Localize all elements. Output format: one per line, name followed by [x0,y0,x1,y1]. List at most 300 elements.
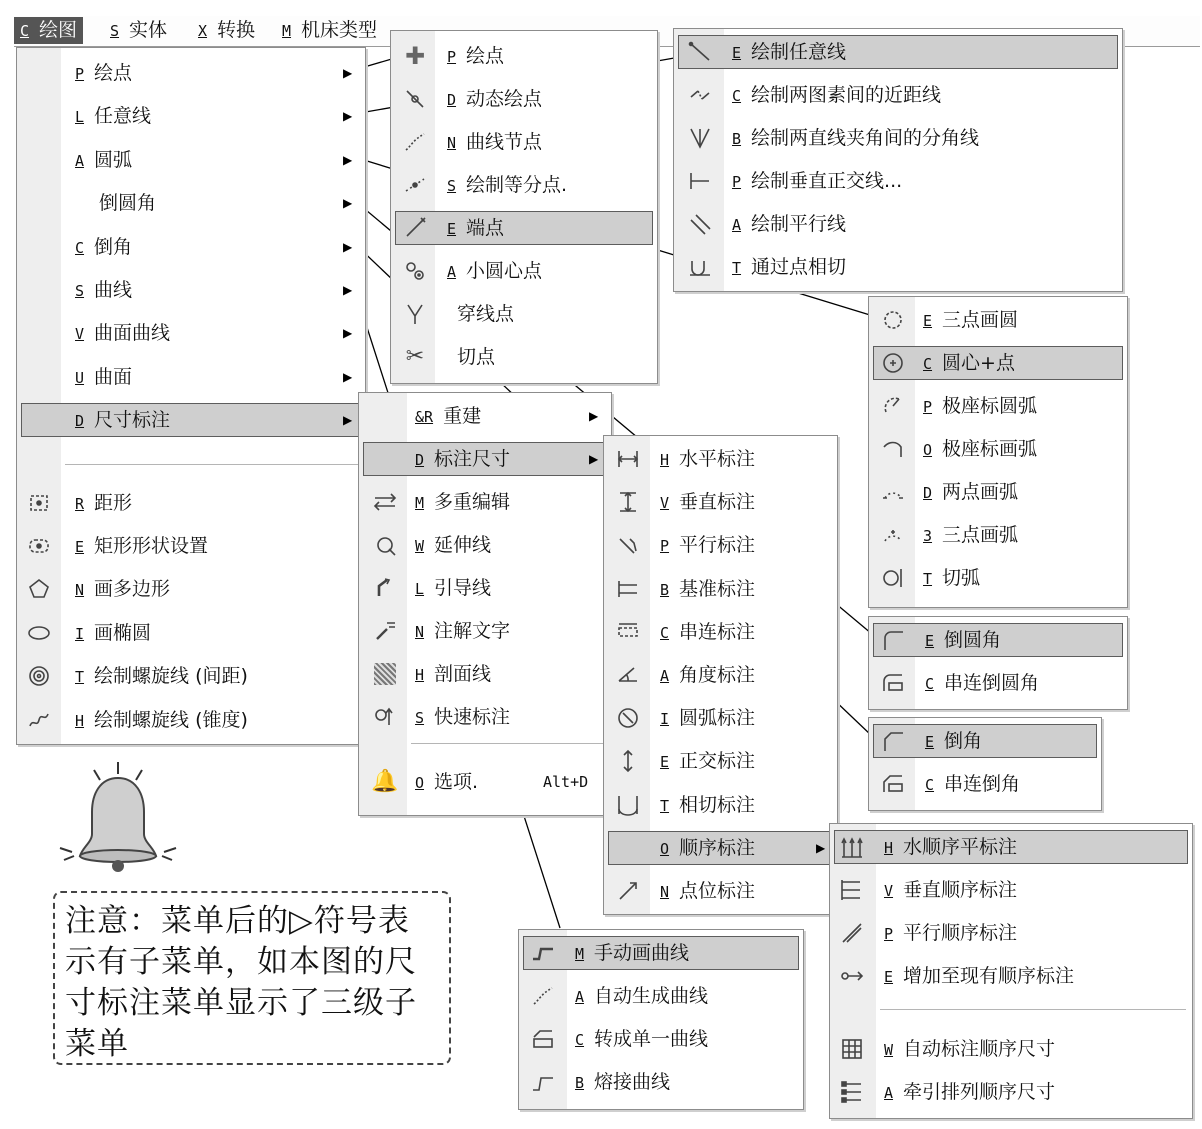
menubar-item-label: 实体 [129,19,168,41]
menu-item-text [923,301,1018,340]
menubar-item[interactable] [14,17,83,44]
menu-item-text [75,401,170,440]
menu-item-label: 两点画弧 [942,481,1019,503]
menu-item-text [884,1073,1055,1112]
menu-item-text [75,314,170,353]
menu-item-mnemonic: E [884,968,894,986]
menu-item-mnemonic: N [660,883,670,901]
menu-item-text [415,526,491,565]
submenu-arrow-icon: ▶ [589,409,599,423]
fillet-entities-icon [879,626,907,654]
menu-item-label: 牵引排列顺序尺寸 [903,1081,1056,1104]
closest-line-icon [686,81,714,109]
annotate-menu-item[interactable] [604,742,837,780]
arc-menu-item[interactable] [869,387,1127,425]
menu-item-label: 自动生成曲线 [594,985,709,1007]
menu-item-text [75,54,132,93]
menu-item-mnemonic: V [884,882,894,900]
menu-item-mnemonic: D [75,412,85,431]
menu-item-label: 角度标注 [679,664,756,686]
menu-item-text [660,440,755,479]
menubar-item[interactable] [276,17,383,44]
add-ordinate-icon [838,962,866,990]
menu-item-label: 绘制螺旋线 (锥度) [94,708,248,731]
chained-dim-icon [614,618,642,646]
submenu-arrow-icon: ▶ [343,152,353,167]
menu-item-label: 绘制螺旋线 (间距) [94,665,248,688]
menu-item-text [925,664,1039,703]
tangent-through-point-icon [686,253,714,281]
menu-item-label: 重建 [443,405,482,427]
menu-item-label: 绘制平行线 [751,213,847,235]
annotate-menu-item[interactable] [604,483,837,521]
menu-item-text [660,483,755,522]
menu-item-mnemonic: C [732,87,742,105]
highlight-frame [21,403,361,437]
menu-item-mnemonic: B [575,1074,585,1092]
menu-item-mnemonic: A [575,988,585,1006]
menu-item-label: 快速标注 [434,706,511,728]
menu-item-label: 延伸线 [434,534,492,556]
menu-item-label: 相切标注 [679,793,756,816]
menu-item-text [732,162,902,201]
menu-item-mnemonic: P [884,925,894,943]
dimension-menu-item[interactable] [359,698,611,736]
menu-item-text [732,33,846,72]
menu-item-label: 引导线 [434,577,492,599]
menu-item-mnemonic: 3 [923,527,933,545]
menu-item-label: 串连倒圆角 [944,672,1040,694]
main-menu-item[interactable] [17,570,365,608]
menu-item-mnemonic: R [75,494,85,513]
line-menu-item[interactable] [674,162,1122,200]
menu-item-label: 正交标注 [679,750,756,773]
menu-item-text [923,430,1037,469]
arc-polar-endpoints-icon [879,435,907,463]
menu-item-text [923,387,1037,426]
menu-item-label: 三点画圆 [942,309,1019,331]
submenu-arrow-icon: ▶ [343,413,353,428]
segment-point-icon [401,171,429,199]
polygon-icon [25,575,53,603]
arc-menu-item[interactable] [869,559,1127,597]
auto-spline-icon [529,982,557,1010]
menu-item-label: 剖面线 [434,663,492,685]
menu-item-text [660,656,755,695]
menu-item-mnemonic: C [660,623,670,642]
menu-item-label: 垂直标注 [679,491,756,514]
bell-icon [58,760,178,885]
menu-item-text [732,119,979,158]
fillet-menu-item[interactable] [869,664,1127,702]
vertical-dim-icon [614,488,642,516]
menu-item-text [660,872,755,911]
ordinate-menu-item[interactable] [830,828,1192,866]
menu-item-mnemonic: P [923,398,933,416]
main-menu-item[interactable] [17,484,365,522]
fillet-chains-icon [879,669,907,697]
annotate-menu-item[interactable] [604,872,837,910]
ordinate-menu-item[interactable] [830,871,1192,909]
annotate-menu-item[interactable] [604,786,837,824]
menu-item-label: 绘制等分点. [466,174,568,196]
blend-spline-icon [529,1068,557,1096]
menu-item-text [415,397,481,436]
submenu-arrow-icon: ▶ [343,326,353,341]
arc-tangent-icon [879,564,907,592]
menu-item-text [415,483,510,522]
horizontal-ordinate-icon [838,833,866,861]
draw-menu [16,47,366,745]
thread-point-icon [401,300,429,328]
line-menu-item[interactable] [674,76,1122,114]
menubar-item-label: 绘图 [39,19,78,41]
menu-item-mnemonic: L [75,108,85,127]
menu-item-label: 水平标注 [679,448,756,470]
circle-edge-points-icon [879,306,907,334]
menu-item-text [925,621,1001,660]
endpoint-line-icon [686,38,714,66]
submenu-arrow-icon: ▶ [343,66,353,80]
menu-item-label: 小圆心点 [466,260,543,282]
menu-item-text [75,271,132,310]
dynamic-point-icon [401,85,429,113]
menu-item-label: 增加至现有顺序标注 [903,965,1075,987]
chamfer-menu-item[interactable] [869,722,1101,760]
arc-menu-item[interactable] [869,473,1127,511]
point-menu-item[interactable] [391,338,657,376]
menu-item-mnemonic: P [732,173,742,191]
menu-item-label: 多重编辑 [434,491,511,513]
menu-item-text [660,526,755,565]
annotate-submenu [603,435,838,915]
arc-two-points-icon [879,478,907,506]
menu-item-mnemonic: A [660,667,670,685]
curve-menu-item[interactable] [519,1063,803,1101]
menu-item-label: 倒圆角 [944,629,1002,651]
submenu-arrow-icon: ▶ [343,239,353,254]
main-menu-item[interactable] [17,358,365,396]
menu-item-text [925,765,1020,804]
dimension-menu-item[interactable] [359,569,611,607]
dimension-menu-item[interactable] [359,655,611,693]
menu-item-text [415,763,478,802]
point-menu-item[interactable] [391,295,657,333]
menu-item-text [415,440,510,479]
rectangle-icon [25,489,53,517]
menu-item-text [575,1063,670,1102]
menu-item-mnemonic: I [660,710,670,729]
menu-item-mnemonic: W [884,1041,894,1060]
ordinate-menu-item[interactable] [830,957,1192,995]
menu-item-mnemonic: A [75,151,85,170]
menu-item-label: 标注尺寸 [434,448,511,470]
menubar-item-label: 机床类型 [301,19,378,41]
dimension-menu-item[interactable] [359,526,611,564]
curve-menu-item[interactable] [519,977,803,1015]
dimension-menu-item[interactable] [359,483,611,521]
dimension-menu-item[interactable] [359,763,611,801]
menu-item-mnemonic: P [75,65,85,83]
point-menu-item[interactable] [391,252,657,290]
curve-menu-item[interactable] [519,1020,803,1058]
menu-item-mnemonic: B [660,580,670,599]
menu-item-label: 手动画曲线 [594,942,690,964]
menu-item-text [660,742,755,781]
dimension-menu-item[interactable] [359,397,611,435]
menu-item-mnemonic: N [415,623,425,641]
menu-item-mnemonic: E [447,220,457,238]
menu-item-mnemonic: D [923,484,933,502]
menu-item-mnemonic: E [732,44,742,62]
menu-item-mnemonic: C [923,355,933,373]
menu-item-text [660,699,755,738]
menu-item-mnemonic: A [447,263,457,281]
circle-center-point-icon [879,349,907,377]
main-menu-item[interactable] [17,614,365,652]
ordinate-menu-item[interactable] [830,914,1192,952]
menu-item-label: 绘制垂直正交线... [751,170,903,192]
menu-item-label: 曲线 [94,279,133,301]
main-menu-item[interactable] [17,701,365,739]
smart-dimension-icon [371,703,399,731]
angular-dim-icon [614,661,642,689]
menu-item-mnemonic: T [923,570,933,588]
convert-spline-icon [529,1025,557,1053]
main-menu-item[interactable] [17,97,365,135]
curve-menu-item[interactable] [519,934,803,972]
menu-item-text [923,344,1015,383]
line-submenu [673,28,1123,292]
arc-menu-item[interactable] [869,516,1127,554]
menu-item-mnemonic: H [75,711,85,730]
menu-item-mnemonic: S [447,177,457,195]
menu-item-text [75,228,132,267]
menubar-item[interactable] [192,17,261,44]
menu-item-mnemonic: I [75,624,85,643]
menu-item-text [75,527,208,566]
menu-item-mnemonic: W [415,537,425,555]
menu-item-mnemonic: C [925,675,935,693]
menu-item-mnemonic: O [660,839,670,858]
menu-item-text [884,957,1074,996]
menu-item-mnemonic: T [660,796,670,815]
helix-icon [25,706,53,734]
menu-separator [880,1009,1186,1010]
menu-item-mnemonic: P [447,48,457,66]
menu-item-label: 绘制两图素间的近距线 [751,84,942,106]
menu-item-mnemonic: M [575,945,585,963]
menu-item-label: 平行顺序标注 [903,922,1018,944]
parallel-ordinate-icon [838,919,866,947]
line-menu-item[interactable] [674,248,1122,286]
perpendicular-icon [686,167,714,195]
submenu-arrow-icon: ▶ [343,109,353,124]
menu-item-label: 通过点相切 [751,256,847,278]
menu-item-mnemonic: N [447,134,457,152]
ordinate-submenu [829,823,1193,1119]
arc-menu-item[interactable] [869,430,1127,468]
main-menu-item[interactable] [17,184,365,222]
menu-item-label: 选项. [434,770,479,793]
menu-item-text [75,484,132,523]
ordinate-menu-item[interactable] [830,1030,1192,1068]
menu-item-label: 自动标注顺序尺寸 [903,1038,1056,1061]
menu-item-mnemonic: V [75,325,85,344]
menu-item-text [75,141,132,180]
parallel-icon [686,210,714,238]
menu-item-mnemonic: C [575,1031,585,1049]
point-menu-item[interactable] [391,37,657,75]
point-menu-item[interactable] [391,80,657,118]
menu-item-text [75,570,170,609]
menu-item-label: 画多边形 [94,578,171,601]
menu-item-label: 圆心+点 [942,352,1015,374]
menu-item-mnemonic: N [75,581,85,600]
annotate-menu-item[interactable] [604,656,837,694]
ordinate-menu-item[interactable] [830,1073,1192,1111]
menu-item-text [925,722,982,761]
submenu-arrow-icon: ▶ [343,196,353,211]
menubar-item[interactable] [104,17,173,44]
menu-item-text [447,209,504,248]
dimension-menu-item[interactable] [359,440,611,478]
menu-item-label: 切点 [457,346,496,368]
main-menu-item[interactable] [17,228,365,266]
menubar-item-mnemonic: M [282,22,292,40]
annotate-menu-item[interactable] [604,699,837,737]
line-menu-item[interactable] [674,205,1122,243]
main-menu-item[interactable] [17,271,365,309]
menu-item-mnemonic: H [660,451,670,469]
menu-item-text [447,37,504,76]
options-icon: 🔔 [371,768,399,794]
dimension-submenu [358,392,612,816]
menu-item-mnemonic: M [415,494,425,512]
menu-item-label: 注解文字 [434,620,511,642]
circular-dim-icon [614,704,642,732]
menu-item-shortcut: Alt+D [543,772,589,791]
menu-item-label: 画椭圆 [94,621,152,644]
point-menu-item[interactable] [391,166,657,204]
small-arc-center-icon [401,257,429,285]
note-callout: 注意：菜单后的▷符号表示有子菜单，如本图的尺寸标注菜单显示了三级子菜单 [53,891,451,1065]
annotate-menu-item[interactable] [604,440,837,478]
line-menu-item[interactable] [674,33,1122,71]
annotate-menu-item[interactable] [604,829,837,867]
menu-item-mnemonic: T [732,259,742,277]
main-menu-item[interactable] [17,141,365,179]
menubar-item-mnemonic: S [110,22,120,40]
menu-item-mnemonic: E [660,753,670,772]
menu-item-label: 水顺序平标注 [903,836,1018,858]
annotate-menu-item[interactable] [604,570,837,608]
leader-icon [371,574,399,602]
menu-item-label: 倒角 [944,730,983,752]
menu-item-label: 曲面曲线 [94,322,171,345]
menu-item-text [732,205,846,244]
fillet-menu-item[interactable] [869,621,1127,659]
vertical-ordinate-icon [838,876,866,904]
main-menu-item[interactable] [17,54,365,92]
main-menu-item[interactable] [17,657,365,695]
menu-item-mnemonic: D [415,451,425,469]
menu-item-mnemonic: A [732,216,742,234]
main-menu-item[interactable] [17,401,365,439]
menu-item-label: 尺寸标注 [94,409,171,432]
menu-item-text [447,123,542,162]
cut-point-icon: ✂ [405,344,425,369]
multi-edit-icon [371,488,399,516]
menu-item-label: 点位标注 [679,880,756,902]
menu-item-text [923,516,1018,555]
main-menu-item[interactable] [17,314,365,352]
menu-item-label: 熔接曲线 [594,1071,671,1093]
menu-item-label: 距形 [94,491,133,514]
line-menu-item[interactable] [674,119,1122,157]
menu-separator [65,464,359,465]
menu-item-text [447,295,514,334]
menu-item-text [575,1020,708,1059]
menu-separator [411,743,605,744]
menubar-item-label: 转换 [217,19,256,41]
menu-item-text [923,473,1018,512]
menu-item-text [660,829,755,868]
menu-item-mnemonic: E [923,312,933,330]
annotate-menu-item[interactable] [604,613,837,651]
point-submenu [390,30,658,384]
highlight-frame [395,211,653,245]
baseline-dim-icon [614,575,642,603]
parallel-dim-icon [614,531,642,559]
menu-item-text [415,698,510,737]
menu-item-mnemonic: S [75,282,85,300]
arc-menu-item[interactable] [869,301,1127,339]
menu-item-label: 动态绘点 [466,88,543,110]
annotate-menu-item[interactable] [604,526,837,564]
witness-line-icon [371,531,399,559]
menubar-item-mnemonic: C [20,22,30,40]
spiral-icon [25,662,53,690]
point-menu-item[interactable] [391,209,657,247]
menu-item-label: 穿线点 [457,303,515,325]
menu-item-text [415,612,510,651]
point-menu-item[interactable] [391,123,657,161]
menu-item-label: 平行标注 [679,534,756,557]
perpendicular-dim-icon [614,747,642,775]
menu-item-mnemonic: O [415,773,425,792]
dimension-menu-item[interactable] [359,612,611,650]
arc-menu-item[interactable] [869,344,1127,382]
menu-item-label: 曲面 [94,365,133,388]
menu-item-text [447,80,542,119]
submenu-arrow-icon: ▶ [589,452,599,466]
tangent-dim-icon [614,791,642,819]
arc-three-points-icon [879,521,907,549]
menu-item-text [75,614,151,653]
menu-item-label: 三点画弧 [942,524,1019,546]
menu-item-text [660,786,755,825]
menu-item-label: 绘点 [466,45,505,67]
chamfer-menu-item[interactable] [869,765,1101,803]
menu-item-text [415,655,491,694]
main-menu-item[interactable] [17,527,365,565]
menu-item-mnemonic: &R [415,408,434,426]
menu-item-label: 垂直顺序标注 [903,879,1018,901]
menu-item-text [447,252,542,291]
menu-item-mnemonic: E [925,632,935,650]
menubar-item-mnemonic: X [198,22,208,40]
